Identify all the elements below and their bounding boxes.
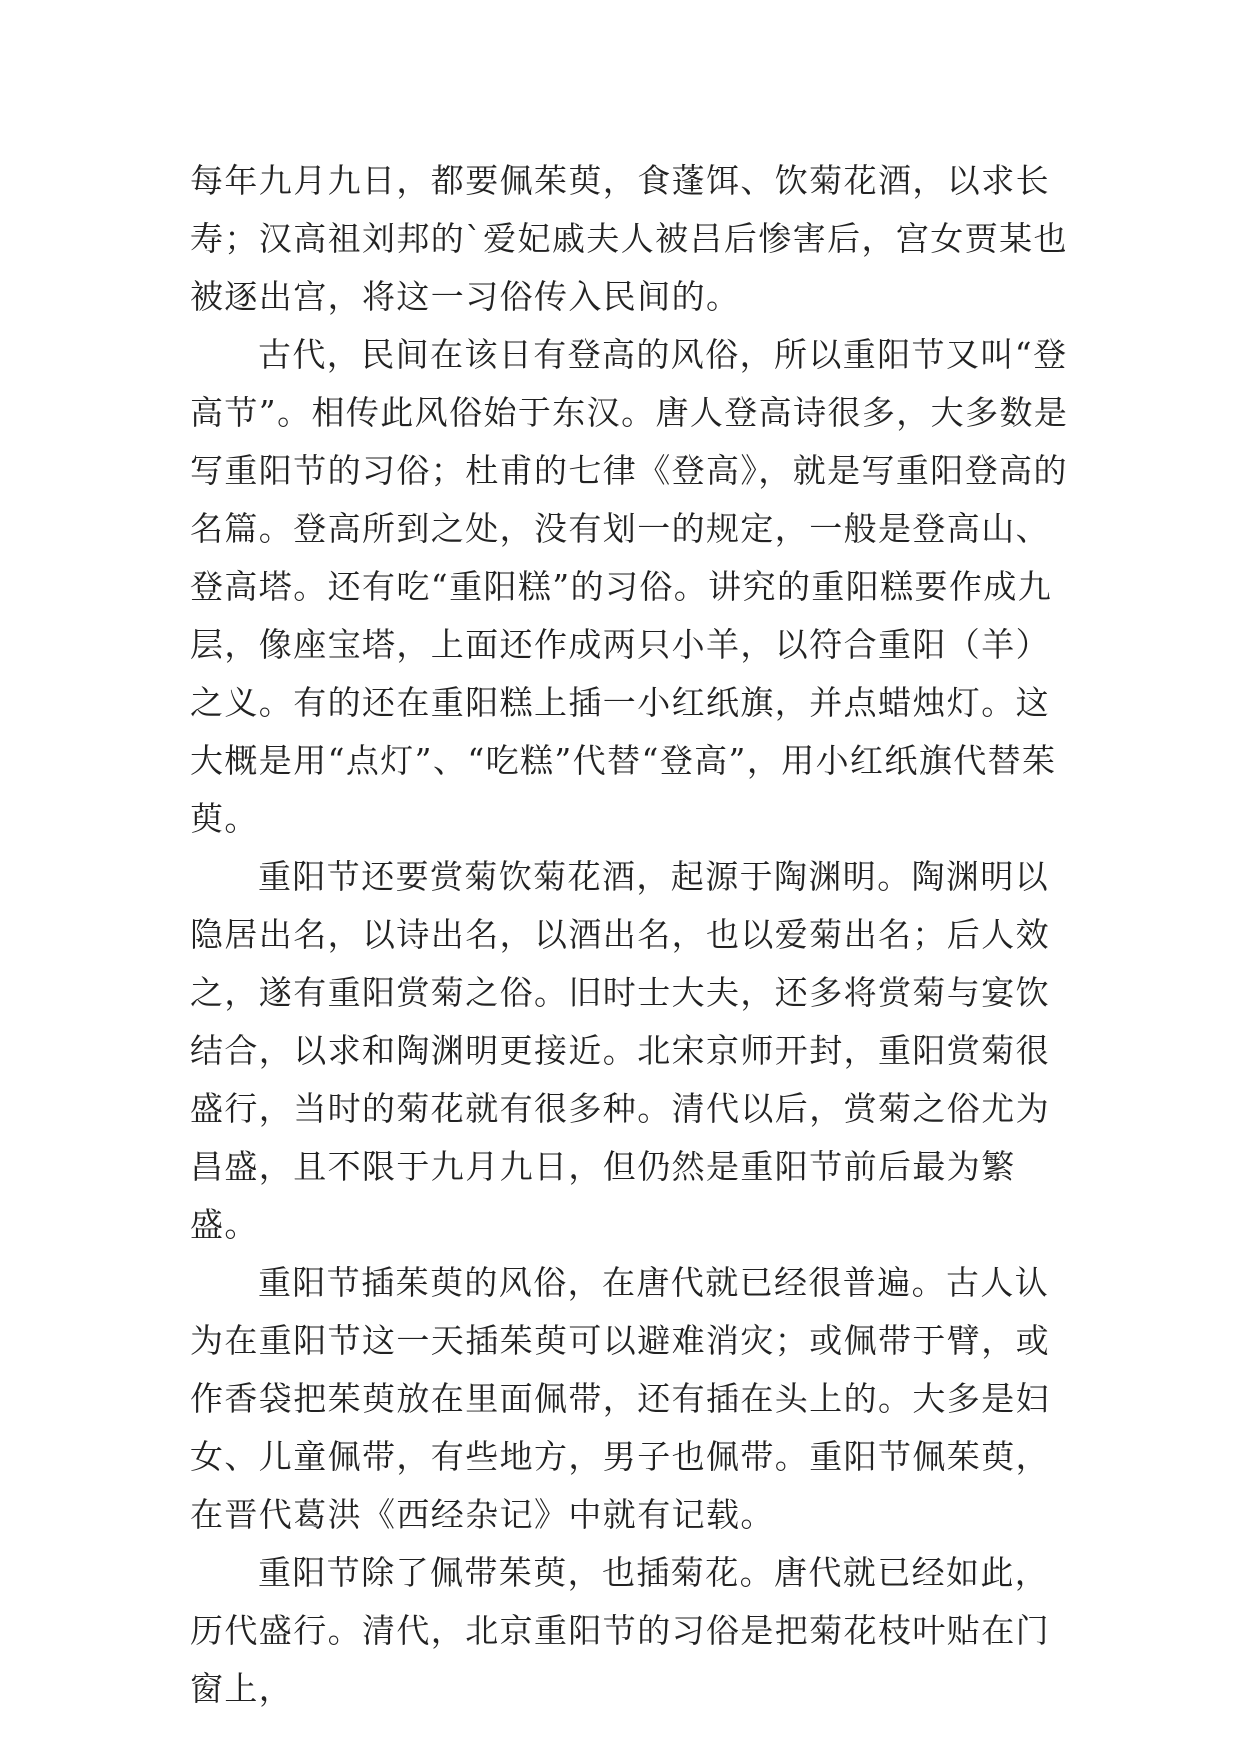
document-body	[190, 152, 1070, 1718]
paragraph-5: 重阳节除了佩带茱萸，也插菊花。唐代就已经如此，历代盛行。清代，北京重阳节的习俗是把菊花枝叶贴在门窗上，	[190, 1553, 1050, 1708]
paragraph-4: 重阳节插茱萸的风俗，在唐代就已经很普遍。古人认为在重阳节这一天插茱萸可以避难消灾；或佩带于臂，或作香袋把茱萸放在里面佩带，还有插在头上的。大多是妇女、儿童佩带，有些地方，男子也佩带。重阳节佩茱萸，在晋代葛洪《西经杂记》中就有记载。	[190, 1263, 1050, 1534]
paragraph-2: 古代，民间在该日有登高的风俗，所以重阳节又叫“登高节”。相传此风俗始于东汉。唐人登高诗很多，大多数是写重阳节的习俗；杜甫的七律《登高》，就是写重阳登高的名篇。登高所到之处，没有划一的规定，一般是登高山、登高塔。还有吃“重阳糕”的习俗。讲究的重阳糕要作成九层，像座宝塔，上面还作成两只小羊，以符合重阳（羊）之义。有的还在重阳糕上插一小红纸旗，并点蜡烛灯。这大概是用“点灯”、“吃糕”代替“登高”，用小红纸旗代替茱萸。	[190, 335, 1069, 838]
paragraph-3: 重阳节还要赏菊饮菊花酒，起源于陶渊明。陶渊明以隐居出名，以诗出名，以酒出名，也以爱菊出名；后人效之，遂有重阳赏菊之俗。旧时士大夫，还多将赏菊与宴饮结合，以求和陶渊明更接近。北宋京师开封，重阳赏菊很盛行，当时的菊花就有很多种。清代以后，赏菊之俗尤为昌盛，且不限于九月九日，但仍然是重阳节前后最为繁盛。	[190, 857, 1050, 1244]
paragraph-1: 每年九月九日，都要佩茱萸，食蓬饵、饮菊花酒，以求长寿；汉高祖刘邦的`爱妃戚夫人被吕后惨害后，宫女贾某也被逐出宫，将这一习俗传入民间的。	[190, 161, 1068, 316]
